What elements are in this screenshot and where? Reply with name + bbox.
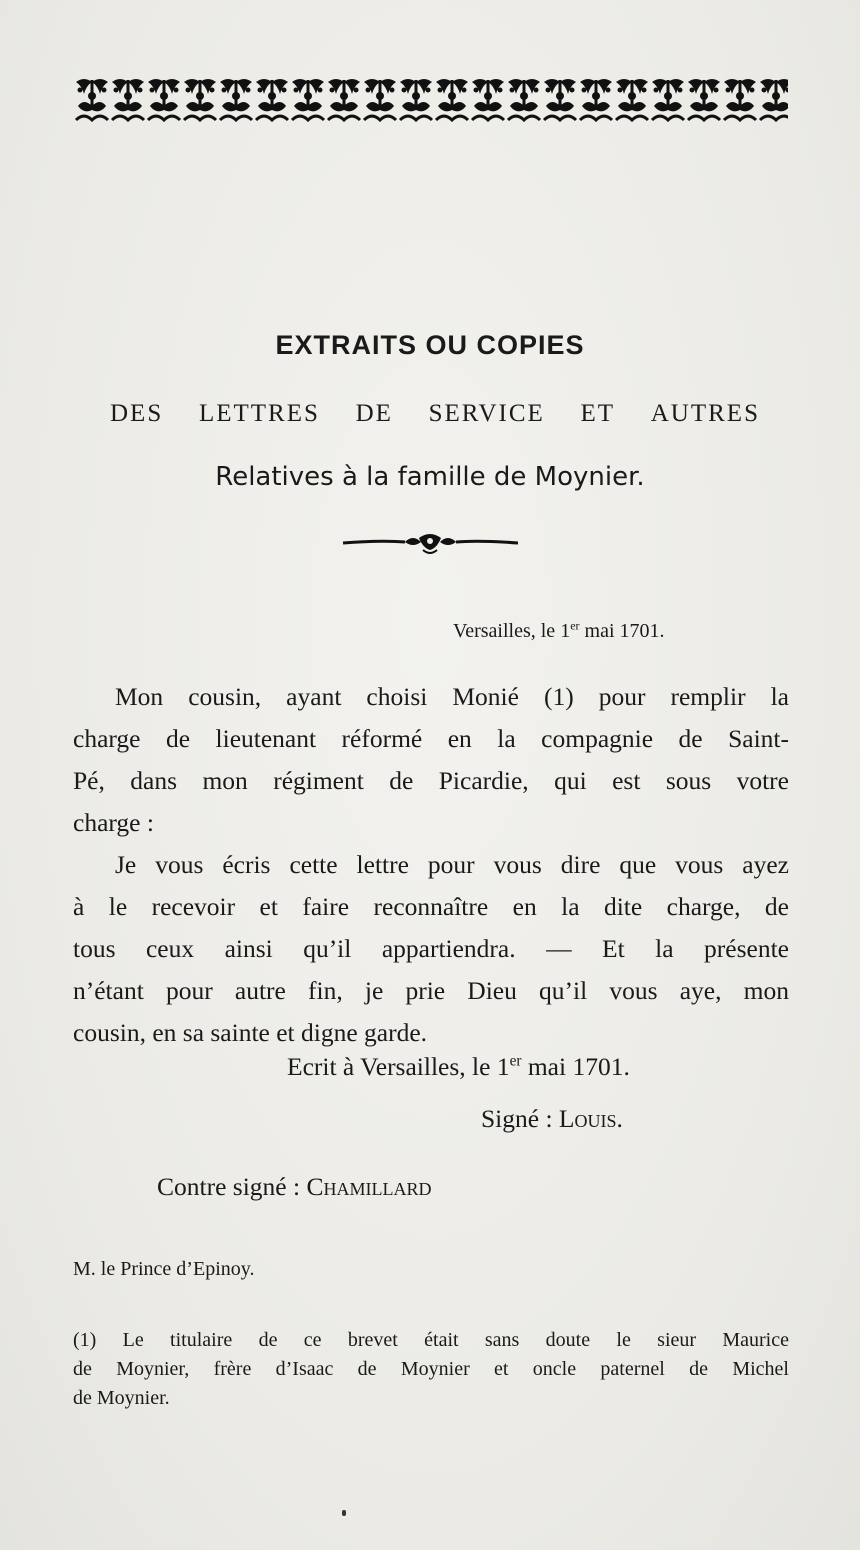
recipient: M. le Prince d’Epinoy. <box>73 1258 255 1280</box>
heading-third: Relatives à la famille de Moynier. <box>215 462 645 492</box>
signature-line <box>481 1104 623 1134</box>
text-line: cousin, en sa sainte et digne garde. <box>73 1018 428 1047</box>
closing-suffix: mai 1701. <box>521 1052 630 1081</box>
text-line: Mon cousin, ayant choisi Monié (1) pour remplir la <box>115 682 789 711</box>
text-line: tous ceux ainsi qu’il appartiendra. — Et la présente <box>73 934 789 963</box>
heading-sub-word: AUTRES <box>650 400 760 427</box>
closing-sup: er <box>509 1052 522 1070</box>
closing-line <box>287 1052 630 1082</box>
closing-prefix: Ecrit à Versailles, le 1 <box>287 1052 510 1081</box>
ink-speck <box>342 1510 346 1516</box>
fleuron-divider-icon <box>343 530 518 556</box>
footnote-line: de Moynier, frère d’Isaac de Moynier et oncle paternel de Michel <box>73 1358 789 1380</box>
letter-paragraph-2 <box>73 844 789 1054</box>
dateline-sup: er <box>570 618 580 633</box>
heading-sub-word: DES <box>110 400 164 427</box>
dateline-prefix: Versailles, le 1 <box>453 620 571 642</box>
countersigned-label: Contre signé : <box>157 1172 307 1201</box>
heading-sub-word: LETTRES <box>198 400 320 427</box>
text-line: à le recevoir et faire reconnaître en la dite charge, de <box>73 892 789 921</box>
signed-label: Signé : <box>481 1104 559 1133</box>
text-line: Je vous écris cette lettre pour vous dire que vous ayez <box>115 850 789 879</box>
ornament-band-icon <box>74 76 788 126</box>
signed-name: Louis. <box>558 1104 623 1133</box>
countersignature-line <box>157 1172 431 1202</box>
dateline-suffix: mai 1701. <box>579 620 665 642</box>
footnote-line: de Moynier. <box>73 1387 170 1409</box>
dateline <box>453 620 665 643</box>
heading-main: EXTRAITS OU COPIES <box>275 330 585 360</box>
heading-sub <box>110 400 760 428</box>
footnote <box>73 1326 789 1413</box>
text-line: Pé, dans mon régiment de Picardie, qui est sous votre <box>73 766 789 795</box>
text-line: n’étant pour autre fin, je prie Dieu qu’il vous aye, mon <box>73 976 789 1005</box>
heading-sub-word: ET <box>580 400 616 427</box>
countersigned-name: Chamillard <box>306 1172 432 1201</box>
text-line: charge de lieutenant réformé en la compagnie de Saint- <box>73 724 789 753</box>
footnote-line: (1) Le titulaire de ce brevet était sans doute le sieur Maurice <box>73 1329 789 1351</box>
heading-sub-word: DE <box>355 400 393 427</box>
text-line: charge : <box>73 808 154 837</box>
letter-paragraph-1 <box>73 676 789 844</box>
heading-sub-word: SERVICE <box>428 400 545 427</box>
